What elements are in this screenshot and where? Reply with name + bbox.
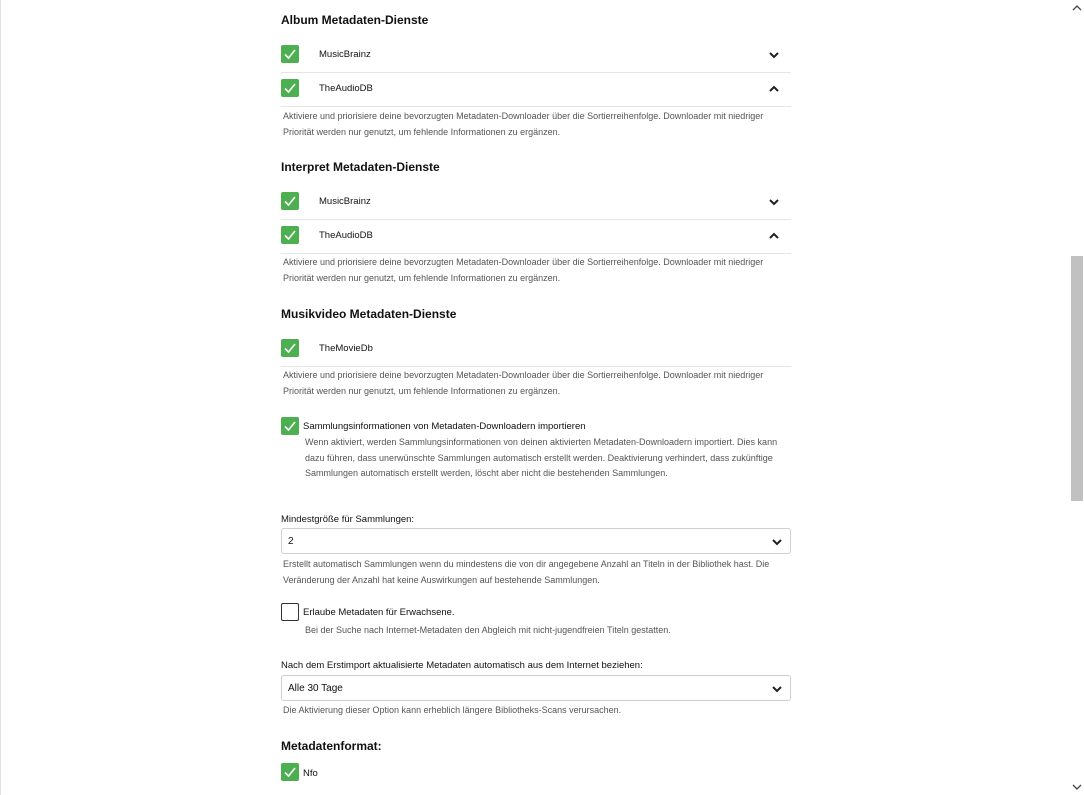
adult-metadata-label[interactable]: Erlaube Metadaten für Erwachsene.	[303, 607, 455, 618]
left-divider	[0, 0, 1, 795]
min-collection-size-label: Mindestgröße für Sammlungen:	[281, 514, 415, 525]
chevron-down-icon[interactable]	[767, 195, 781, 209]
chevron-up-icon[interactable]	[767, 82, 781, 96]
refresh-metadata-label: Nach dem Erstimport aktualisierte Metadaten automatisch aus dem Internet beziehen:	[281, 660, 643, 671]
artist-theaudiodb-checkbox[interactable]	[281, 226, 299, 244]
chevron-down-icon	[770, 682, 784, 696]
album-metadata-description: Aktiviere und priorisiere deine bevorzugten Metadaten-Downloader über die Sortierreihenfolge. Downloader mit niedriger Priorität werden nur genutzt, um fehlende Informationen zu ergänzen.	[283, 111, 764, 137]
select-value: Alle 30 Tage	[288, 683, 343, 694]
musicvideo-downloader-themoviedb[interactable]	[281, 333, 791, 367]
artist-musicbrainz-checkbox[interactable]	[281, 192, 299, 210]
check-icon	[283, 81, 297, 95]
nfo-label[interactable]: Nfo	[303, 768, 318, 779]
chevron-down-icon	[770, 535, 784, 549]
artist-metadata-description: Aktiviere und priorisiere deine bevorzugten Metadaten-Downloader über die Sortierreihenfolge. Downloader mit niedriger Priorität werden nur genutzt, um fehlende Informationen zu ergänzen.	[283, 257, 764, 283]
metadata-format-heading: Metadatenformat:	[281, 739, 382, 753]
downloader-label: TheAudioDB	[319, 83, 373, 94]
musicvideo-metadata-heading: Musikvideo Metadaten-Dienste	[281, 307, 457, 321]
refresh-metadata-description: Die Aktivierung dieser Option kann erheblich längere Bibliotheks-Scans verursachen.	[283, 705, 622, 715]
album-downloader-musicbrainz[interactable]	[281, 39, 791, 73]
scrollbar-thumb[interactable]	[1071, 256, 1083, 501]
downloader-label: MusicBrainz	[319, 196, 371, 207]
scroll-down-arrow-icon[interactable]	[1070, 781, 1084, 793]
check-icon	[283, 419, 297, 433]
refresh-metadata-select[interactable]	[281, 675, 791, 701]
min-collection-size-select[interactable]	[281, 528, 791, 554]
album-metadata-heading: Album Metadaten-Dienste	[281, 13, 429, 27]
album-downloader-theaudiodb[interactable]	[281, 73, 791, 107]
import-collections-description: Wenn aktiviert, werden Sammlungsinformationen von deinen aktivierten Metadaten-Downloadern importiert. Dies kann dazu führen, dass unerwünschte Sammlungen automatisch erstellt werden. Deaktivierung verhindert, dass zukünftige Sammlungen automatisch erstellt werden, löscht aber nicht die bestehenden Sammlungen.	[305, 437, 778, 478]
scroll-up-arrow-icon[interactable]	[1070, 2, 1084, 14]
artist-downloader-musicbrainz[interactable]	[281, 186, 791, 220]
artist-metadata-heading: Interpret Metadaten-Dienste	[281, 160, 440, 174]
album-musicbrainz-checkbox[interactable]	[281, 45, 299, 63]
downloader-label: MusicBrainz	[319, 49, 371, 60]
adult-metadata-description: Bei der Suche nach Internet-Metadaten den Abgleich mit nicht-jugendfreien Titeln gestatten.	[305, 625, 671, 635]
musicvideo-metadata-description: Aktiviere und priorisiere deine bevorzugten Metadaten-Downloader über die Sortierreihenfolge. Downloader mit niedriger Priorität werden nur genutzt, um fehlende Informationen zu ergänzen.	[283, 370, 764, 396]
artist-downloader-theaudiodb[interactable]	[281, 220, 791, 254]
downloader-label: TheAudioDB	[319, 230, 373, 241]
chevron-up-icon[interactable]	[767, 229, 781, 243]
import-collections-label[interactable]: Sammlungsinformationen von Metadaten-Downloadern importieren	[303, 421, 586, 432]
downloader-label: TheMovieDb	[319, 343, 373, 354]
album-theaudiodb-checkbox[interactable]	[281, 79, 299, 97]
adult-metadata-checkbox[interactable]	[281, 603, 299, 621]
check-icon	[283, 194, 297, 208]
musicvideo-themoviedb-checkbox[interactable]	[281, 339, 299, 357]
select-value: 2	[288, 536, 294, 547]
check-icon	[283, 765, 297, 779]
nfo-checkbox[interactable]	[281, 763, 299, 781]
check-icon	[283, 341, 297, 355]
min-collection-size-description: Erstellt automatisch Sammlungen wenn du mindestens die von dir angegebene Anzahl an Titeln in der Bibliothek hast. Die Veränderung der Anzahl hat keine Auswirkungen auf bestehende Sammlungen.	[283, 559, 770, 585]
check-icon	[283, 228, 297, 242]
import-collections-checkbox[interactable]	[281, 417, 299, 435]
check-icon	[283, 47, 297, 61]
chevron-down-icon[interactable]	[767, 48, 781, 62]
